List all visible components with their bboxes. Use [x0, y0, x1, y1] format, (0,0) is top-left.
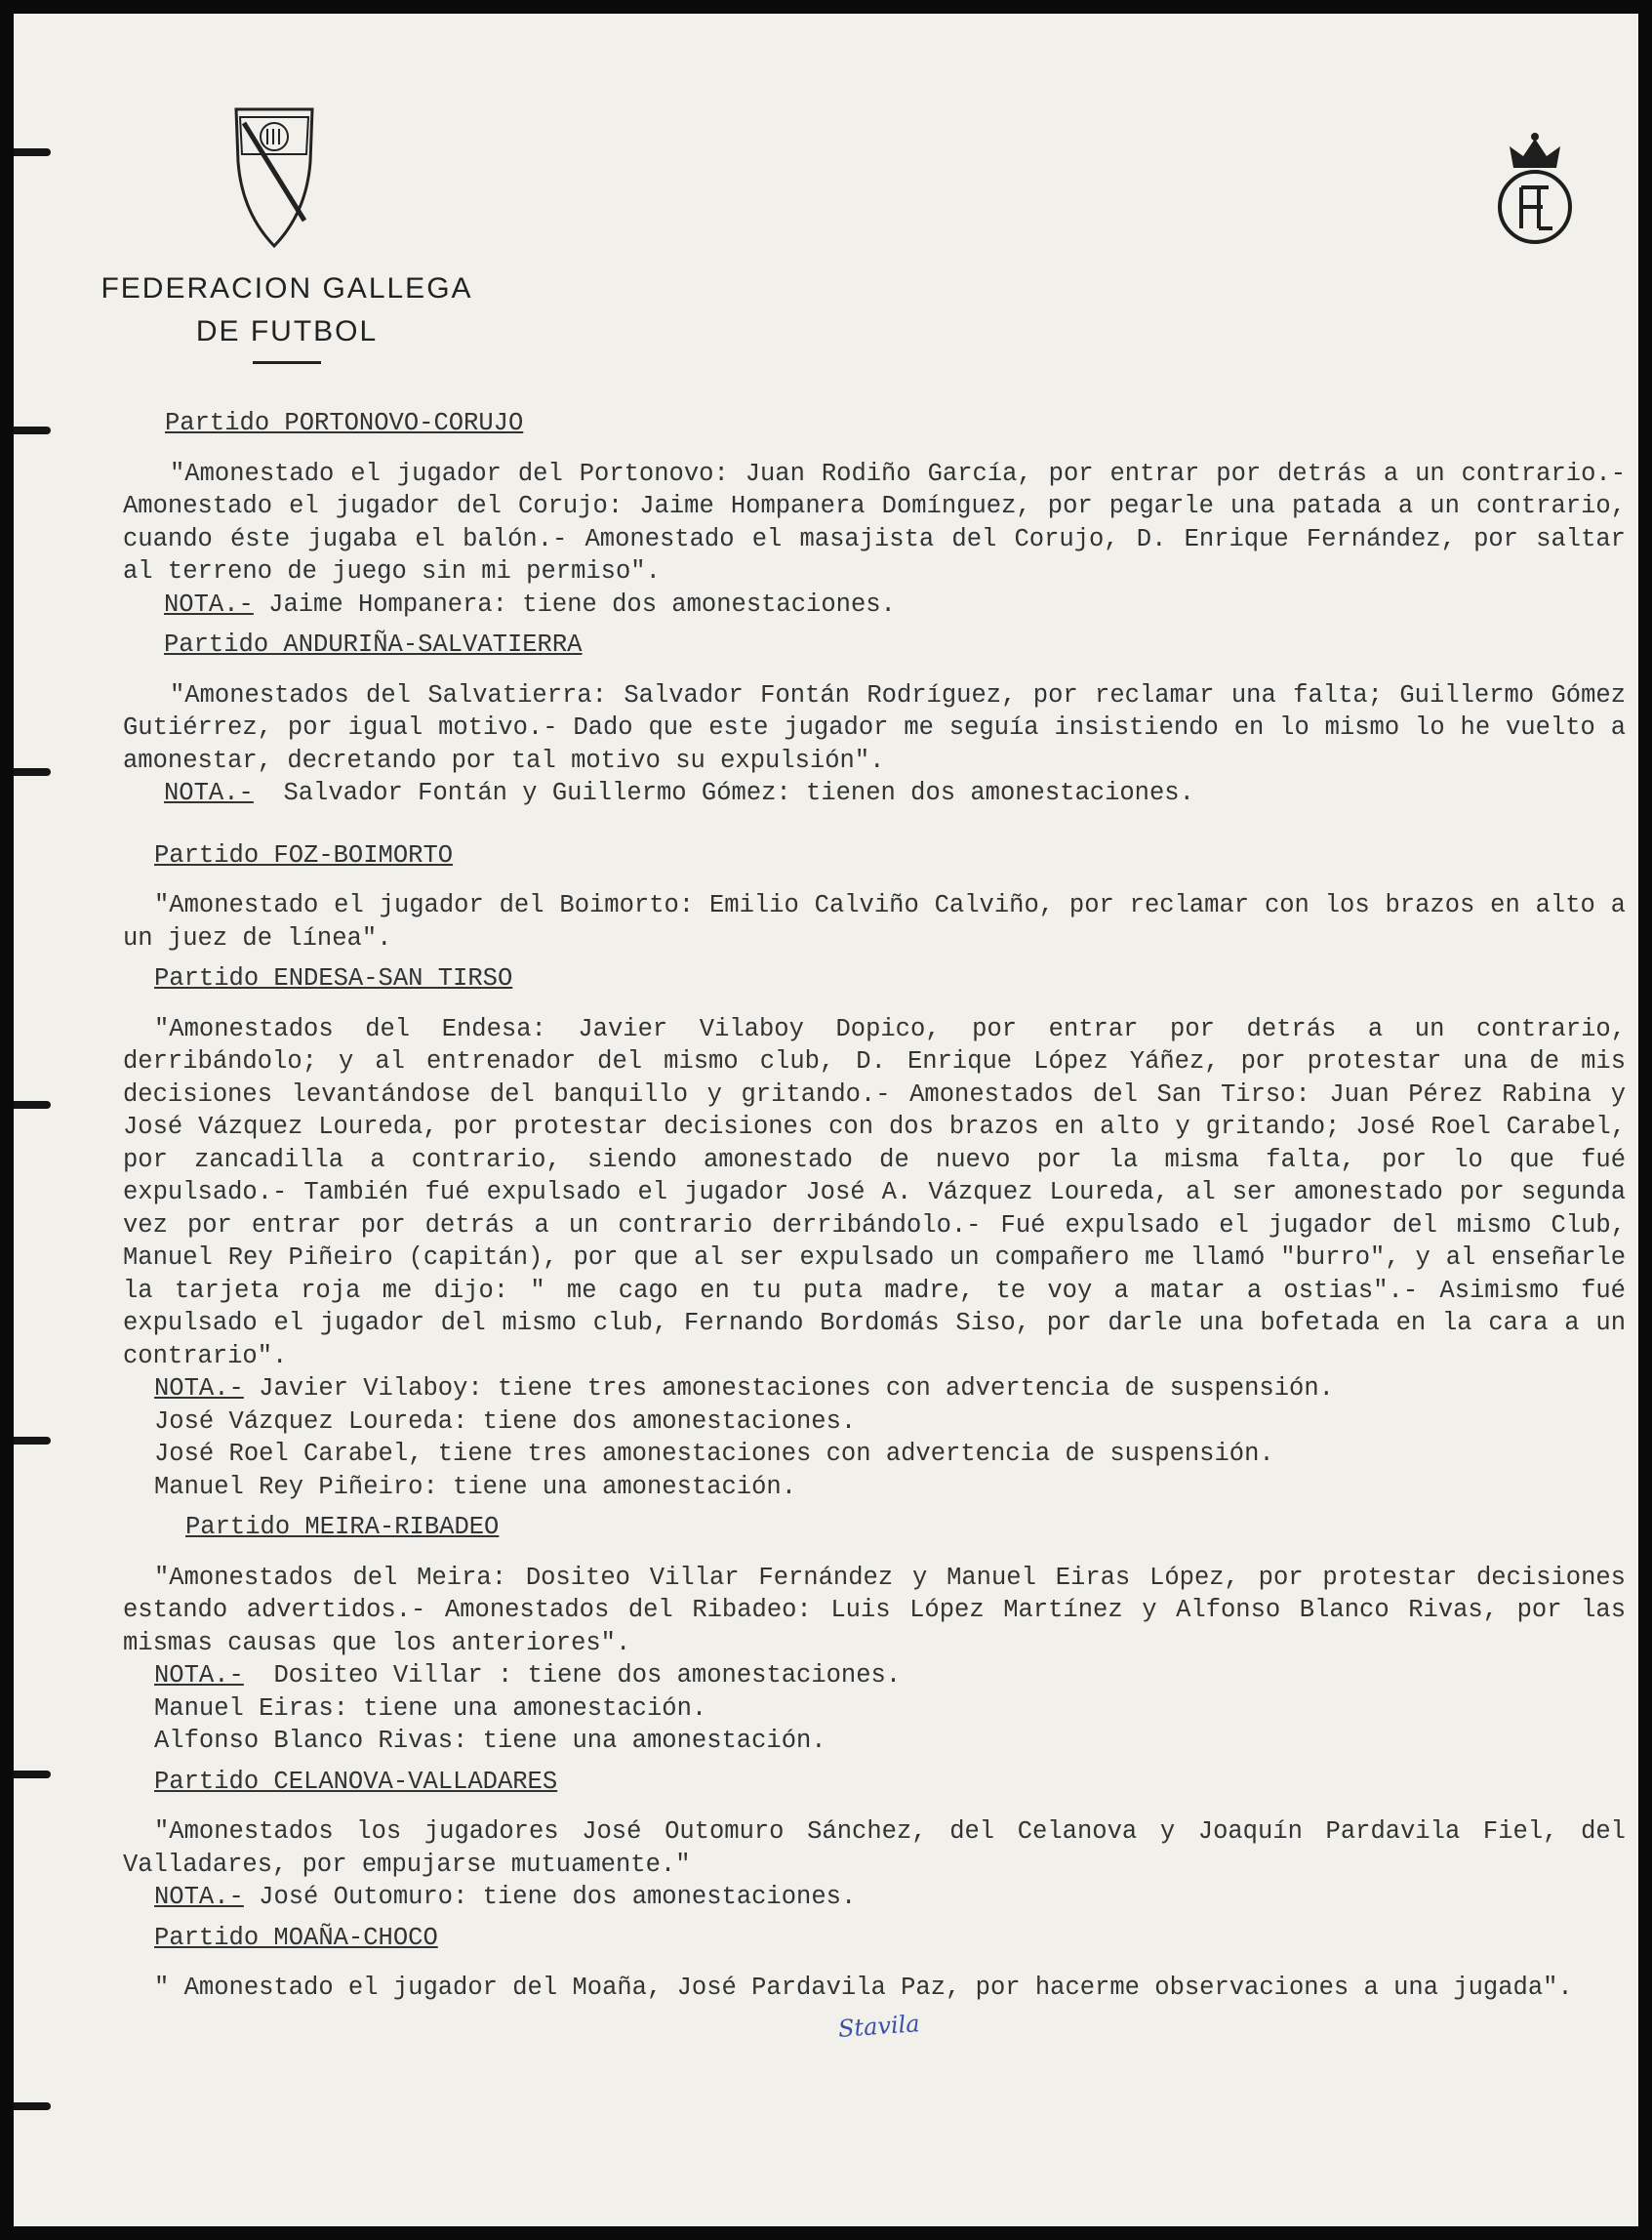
match-section [123, 1922, 1626, 2005]
match-report: "Amonestados del Endesa: Javier Vilaboy Dopico, por entrar por detrás a un contrario, derribándolo; y al entrenador del mismo club, D. Enrique López Yáñez, por protestar una de mis decisiones levantándose del banquillo y gritando.- Amonestados del San Tirso: Juan Pérez Rabina y José Vázquez Loureda, por protestar decisiones con dos brazos en alto y gritando; José Roel Carabel, por zancadilla a contrario, siendo amonestado de nuevo por la misma falta, por lo que fué expulsado.- También fué expulsado el jugador José A. Vázquez Loureda, al ser amonestado por segunda vez por entrar por detrás a un contrario derribándolo.- Fué expulsado el jugador del mismo Club, Manuel Rey Piñeiro (capitán), por que al ser expulsado un compañero me llamó "burro", y al enseñarle la tarjeta roja me dijo: " me cago en tu puta madre, te voy a matar a ostias".- Asimismo fué expulsado el jugador del mismo club, Fernando Bordomás Siso, por darle una bofetada en la cara a un contrario". [123, 1014, 1626, 1370]
note-line [164, 589, 1626, 622]
note-text: Manuel Eiras: tiene una amonestación. [154, 1693, 707, 1723]
note-line [154, 1881, 1626, 1914]
note-label: NOTA.- [164, 779, 254, 807]
note-text: Manuel Rey Piñeiro: tiene una amonestación. [154, 1472, 797, 1501]
match-report: "Amonestado el jugador del Boimorto: Emilio Calviño Calviño, por reclamar con los brazos en alto a un juez de línea". [123, 891, 1626, 953]
note-text: Alfonso Blanco Rivas: tiene una amonestación. [154, 1727, 826, 1755]
note-label: NOTA.- [154, 1374, 244, 1403]
binder-punch-mark [14, 1771, 51, 1778]
note-line [154, 1659, 1626, 1692]
match-section [123, 1766, 1626, 1914]
binder-punch-mark [14, 768, 51, 776]
note-label: NOTA.- [154, 1661, 244, 1690]
match-report: "Amonestado el jugador del Portonovo: Juan Rodiño García, por entrar por detrás a un contrario.- Amonestado el jugador del Corujo: Jaime Hompanera Domínguez, por pegarle una patada a un contrario, cuando éste jugaba el balón.- Amonestado el masajista del Corujo, D. Enrique Fernández, por saltar al terreno de juego sin mi permiso". [123, 459, 1626, 586]
match-section [123, 407, 1626, 621]
note-label: NOTA.- [164, 590, 254, 619]
note-text: José Roel Carabel, tiene tres amonestaciones con advertencia de suspensión. [154, 1440, 1274, 1468]
letterhead [92, 267, 482, 364]
binder-punch-mark [14, 148, 51, 156]
note-label: NOTA.- [154, 1883, 244, 1911]
binder-punch-mark [14, 1101, 51, 1109]
match-heading: Partido MEIRA-RIBADEO [185, 1513, 500, 1541]
letterhead-line-2: DE FUTBOL [195, 315, 379, 347]
match-section [123, 1511, 1626, 1758]
binder-punch-mark [14, 2102, 51, 2110]
match-section [123, 629, 1626, 810]
royal-crown-crest-icon [1492, 129, 1578, 248]
note-text: Javier Vilaboy: tiene tres amonestaciones con advertencia de suspensión. [259, 1374, 1334, 1403]
binder-punch-mark [14, 1437, 51, 1445]
note-line [154, 1372, 1626, 1405]
match-section [123, 839, 1626, 956]
match-heading: Partido FOZ-BOIMORTO [154, 840, 454, 870]
match-report: "Amonestados del Salvatierra: Salvador Fontán Rodríguez, por reclamar una falta; Guillermo Gómez Gutiérrez, por igual motivo.- Dado que este jugador me seguía insistiendo en lo mismo lo he vuelto a amonestar, decretando por tal motivo su expulsión". [123, 680, 1626, 775]
match-heading: Partido PORTONOVO-CORUJO [165, 409, 524, 437]
match-heading: Partido CELANOVA-VALLADARES [154, 1767, 558, 1796]
note-text: José Outomuro: tiene dos amonestaciones. [259, 1883, 857, 1911]
match-heading: Partido ANDURIÑA-SALVATIERRA [164, 631, 583, 659]
note-text: José Vázquez Loureda: tiene dos amonestaciones. [154, 1406, 857, 1436]
match-heading: Partido ENDESA-SAN TIRSO [154, 964, 513, 993]
handwritten-correction: Stavila [837, 2010, 921, 2043]
letterhead-line-1: FEDERACION GALLEGA [101, 272, 473, 305]
match-report: " Amonestado el jugador del Moaña, José Pardavila Paz, por hacerme observaciones a una jugada". [154, 1974, 1573, 2002]
letterhead-rule [253, 361, 321, 364]
note-text: Jaime Hompanera: tiene dos amonestaciones. [268, 590, 896, 619]
match-heading: Partido MOAÑA-CHOCO [154, 1923, 438, 1952]
document-page [14, 14, 1638, 2226]
match-report: "Amonestados los jugadores José Outomuro Sánchez, del Celanova y Joaquín Pardavila Fiel, del Valladares, por empujarse mutuamente." [123, 1817, 1626, 1879]
note-text: Dositeo Villar : tiene dos amonestaciones. [273, 1661, 902, 1690]
federacion-gallega-shield-icon [230, 103, 318, 250]
report-body [123, 407, 1626, 2005]
match-section [123, 962, 1626, 1503]
match-report: "Amonestados del Meira: Dositeo Villar Fernández y Manuel Eiras López, por protestar decisiones estando advertidos.- Amonestados del Ribadeo: Luis López Martínez y Alfonso Blanco Rivas, por las mismas causas que los anteriores". [123, 1563, 1626, 1657]
binder-punch-mark [14, 427, 51, 434]
note-line [164, 777, 1626, 810]
note-text: Salvador Fontán y Guillermo Gómez: tienen dos amonestaciones. [283, 779, 1194, 807]
